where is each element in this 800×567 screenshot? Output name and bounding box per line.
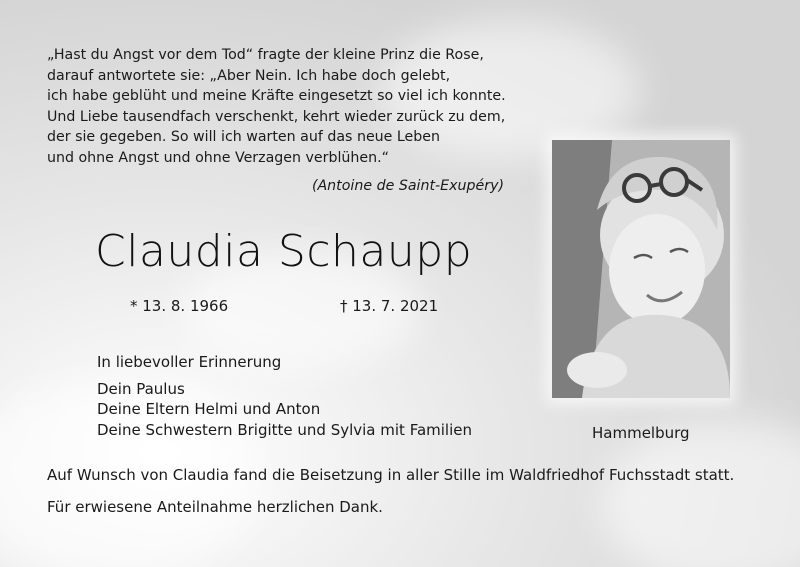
quote-line: darauf antwortete sie: „Aber Nein. Ich habe doch gelebt, <box>47 67 451 84</box>
quote-line: Und Liebe tausendfach verschenkt, kehrt wieder zurück zu dem, <box>47 108 506 125</box>
quote-line: und ohne Angst und ohne Verzagen verblühen.“ <box>47 149 389 166</box>
quote-line: ich habe geblüht und meine Kräfte eingesetzt so viel ich konnte. <box>47 88 506 104</box>
thanks-note: Für erwiesene Anteilnahme herzlichen Dank. <box>47 498 383 516</box>
portrait-illustration <box>552 140 730 398</box>
cloud-background <box>600 420 800 567</box>
mourner-line: Dein Paulus <box>97 379 185 398</box>
portrait-photo <box>552 140 730 398</box>
quote-author: (Antoine de Saint-Exupéry) <box>311 178 504 194</box>
quote-line: der sie gegeben. So will ich warten auf das neue Leben <box>47 129 441 145</box>
quote-block <box>47 45 506 168</box>
birth-date: * 13. 8. 1966 <box>130 297 229 315</box>
mourners-intro: In liebevoller Erinnerung <box>97 353 282 371</box>
burial-note: Auf Wunsch von Claudia fand die Beisetzung in aller Stille im Waldfriedhof Fuchsstadt statt. <box>47 466 735 484</box>
place-name: Hammelburg <box>592 424 690 442</box>
mourner-line: Deine Eltern Helmi und Anton <box>97 400 321 418</box>
deceased-name: Claudia Schaupp <box>95 226 473 277</box>
death-date: † 13. 7. 2021 <box>340 297 439 315</box>
mourners-block <box>97 352 472 440</box>
quote-line: „Hast du Angst vor dem Tod“ fragte der kleine Prinz die Rose, <box>47 47 484 63</box>
mourner-line: Deine Schwestern Brigitte und Sylvia mit Familien <box>97 420 472 439</box>
